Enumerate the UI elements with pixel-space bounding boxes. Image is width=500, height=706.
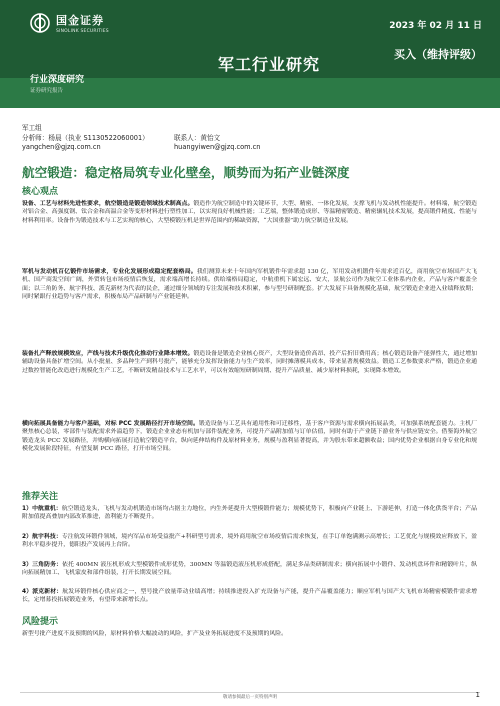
contact-email[interactable]: huangyiwen@gjzq.com.cn: [174, 143, 261, 151]
industry-title: 军工行业研究: [218, 55, 321, 74]
recommend-item: [22, 588, 477, 614]
company-name: 1）中航重机：: [22, 506, 62, 512]
core-paragraph: [22, 350, 477, 416]
company-desc: 航空锻造龙头，飞机与发动机锻造市场均占据主力地位，内生外延提升大型模锻件能力；规模优势下，积极向产业链上、下游延伸，打造一体化供货平台；产品附加值提高叠加内部改革推进，盈利能力不断提升。: [22, 506, 478, 521]
rating-badge: 买入（维持评级）: [394, 48, 482, 61]
core-paragraph: [22, 200, 477, 266]
report-title: 航空锻造：稳定格局筑专业化壁垒，顺势而为拓产业链深度: [22, 165, 350, 180]
company-desc: 专注航发环锻件领域，境内军品市场受益批产+科研型号需求，境外商用航空市场疫情后需求恢复，在手订单饱满测示高增长；工艺优化与规模效应释放下，盈利水平稳步提升，德阳投产发展再上台阶。: [22, 534, 477, 549]
brand-name-en: SINOLINK SECURITIES: [56, 29, 109, 34]
report-date: 2023 年 02 月 11 日: [389, 21, 482, 31]
footer-divider: [20, 692, 480, 693]
company-desc: 航发环锻件核心供应商之一，型号批产放量带动业绩高增；持续推进投入扩充设备与产能，提升产品覆盖能力；顺应军机与国产大飞机市场精密模锻件需求增长，定增募投拓展锻造业务，有望带来新增长点。: [22, 589, 477, 604]
core-lead: 装备扎产释放规模效应，产线与技术升级优化推动行业降本增效。: [22, 351, 194, 357]
core-lead: 设备、工艺与材料先进性要求，航空锻造是锻造领域技术制高点。: [22, 201, 194, 207]
page-number: 1: [475, 691, 480, 699]
report-subtype: 证券研究报告: [30, 88, 64, 94]
company-name: 3）三角防务：: [22, 562, 63, 568]
report-type: 行业深度研究: [30, 75, 85, 85]
core-lead: 军机与发动机百亿锻件市场需求，专业化发展形成稳定配套格局。: [22, 269, 197, 275]
core-body: 锻造设备与工艺具有通用性和可迁移性，基于客户资源与需求横向拓展品类，可加强系统配套能力。主机厂聚焦核心总装，零部件与装配需求外溢趋势下，锻造企业业态有机加与部件装配业务，可提升产品附加值与订单估值，同时有助于产业链下游业务与供应链安全。借鉴海外航空锻造龙头 PCC 发展路径，并购横向拓展打造航空锻造平台，纵向延伸结构件及原材料业务，规模与盈利显著提高，并为股东带来超额收益；国内优势企业根据自身专业化和规模化发展阶段特征，有望复制 PCC 路径，打开市场空间。: [22, 421, 478, 452]
section-core-heading: 核心观点: [22, 187, 59, 197]
recommend-item: [22, 505, 477, 531]
author-block: [22, 124, 260, 153]
contact-name: 联系人：黄怡文: [174, 133, 221, 142]
core-body: 我们测算未来十年国内军机锻件年需求超 130 亿，军用发动机锻件年需求近百亿，商用航空市场国产大飞机、国产商发空间广阔，外贸转包市场疫情后恢复，需求端高增长持续。供给端格局稳定，中航重机下属宏远、安大，景航公司作为航空工业体系内企业，产品与客户覆盖全面；以三角防务、航宇科技、派克新材为代表的民企，通过细分领域的专注发展和技术积累，参与型号研制配套。扩大发展下具备规模化基础，航空锻造企业进入业绩释放期；同时紧跟行业趋势与客户需求，积极布局产品研制与产业链延伸。: [22, 269, 477, 300]
section-recommend-heading: 推荐关注: [22, 492, 59, 502]
brand-name-cn: 国金证券: [56, 14, 104, 27]
risk-text: 新型号批产进度不及预期的风险，原材料价格大幅波动的风险，扩产及业务拓展进度不及预期的风险。: [22, 631, 288, 637]
brand-logo: [30, 12, 109, 34]
core-body: 锻造作为航空制造中的关键环节，大型、精密、一体化发展，支撑飞机与发动机性能提升。材料端，航空锻造对铝合金、高强度钢、钛合金和高温合金等变形材料进行塑性加工，以实现良好机械性能；工艺端，整体锻造成形、等温精密锻造、精密辗轧技术发展，提高锻件精度、性能与材料利用率。设备作为锻造技术与工艺实现的核心，大型模锻压机是世界范围内的稀缺资源，“大国重器”助力航空制造业发展。: [22, 201, 478, 224]
recommend-item: [22, 561, 477, 587]
footer-disclaimer[interactable]: 敬请参阅最后一页特别声明: [223, 695, 277, 700]
core-paragraph: [22, 420, 477, 486]
core-paragraph: [22, 268, 477, 342]
analyst-email[interactable]: yangchen@gjzq.com.cn: [22, 143, 101, 151]
company-desc: 依托 400MN 液压机形成大型模锻件成形优势，300MN 等温锻造液压机形成搭配，满足多品类研制需求；横向拓展中小锻件、发动机盘环件和精锻叶片，纵向拓展精加工、飞机蒙皮和部件组装，打开长期发展空间。: [22, 562, 477, 577]
company-name: 2）航宇科技：: [22, 534, 62, 540]
analyst-name: 分析师：杨晨（执业 S1130522060001）: [22, 133, 149, 142]
core-body: 锻造设备是锻造企业核心资产，大型设备造价高昂、投产后折旧费用高；核心锻造设备产能弹性大，通过增加辅助设备具备扩增空间。从小批量、多品种生产到科号批产，能够充分发挥设备能力与生产效率，同时摊薄模具成本，带来显著规模效益。锻造工艺参数要求严格，锻造企业通过数控智能化改造进行规模化生产工艺，不断研发精益技术与工艺水平，可以有效缩短研制周期、提升产品质量、减少原材料损耗，实现降本增效。: [22, 351, 478, 374]
sinolink-logo-icon: [30, 13, 50, 33]
team-name: 军工组: [22, 124, 42, 132]
section-risk-heading: 风险提示: [22, 617, 59, 627]
core-lead: 横向拓展具备能力与客户基础，对标 PCC 发展路径打开市场空间。: [22, 421, 199, 427]
recommend-item: [22, 533, 477, 559]
report-header: [0, 0, 500, 108]
company-name: 4）派克新材：: [22, 589, 63, 595]
